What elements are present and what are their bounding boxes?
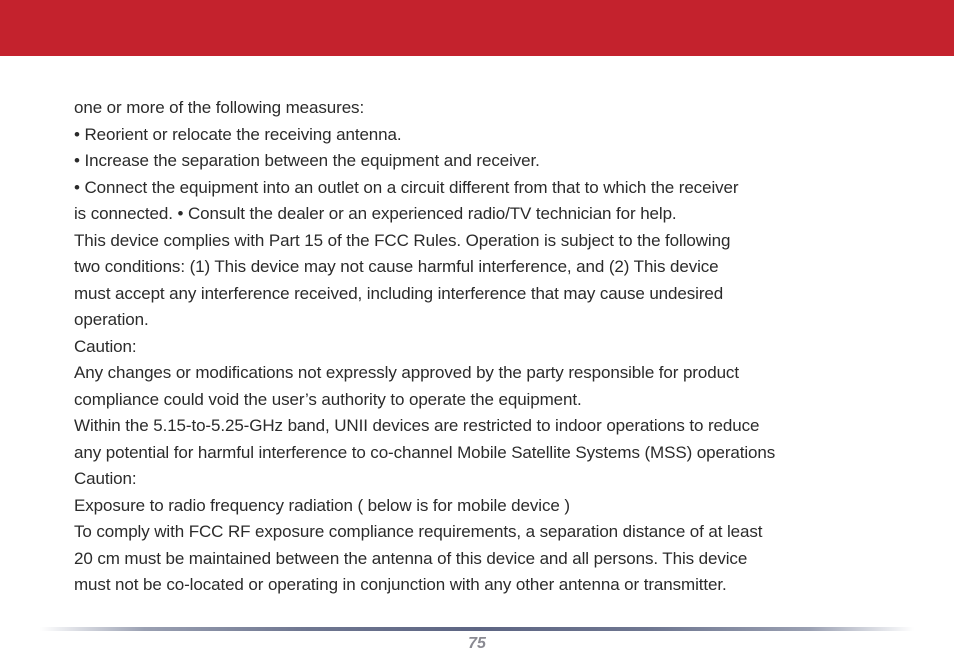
- page-number: 75: [468, 635, 486, 652]
- text-line: operation.: [74, 310, 149, 329]
- text-line: To comply with FCC RF exposure compliance requirements, a separation distance of at least: [74, 522, 763, 541]
- header-bar: [0, 0, 954, 56]
- text-line: is connected. • Consult the dealer or an experienced radio/TV technician for help.: [74, 204, 677, 223]
- text-line: must not be co-located or operating in conjunction with any other antenna or transmitter.: [74, 575, 727, 594]
- body-text: [74, 95, 874, 599]
- text-line: compliance could void the user’s authority to operate the equipment.: [74, 389, 582, 409]
- text-line: Exposure to radio frequency radiation ( below is for mobile device ): [74, 495, 570, 515]
- text-line: • Increase the separation between the equipment and receiver.: [74, 151, 540, 170]
- text-line: Within the 5.15-to-5.25-GHz band, UNII devices are restricted to indoor operations to reduce: [74, 416, 760, 435]
- text-line: must accept any interference received, including interference that may cause undesired: [74, 283, 724, 303]
- caution-heading: Caution:: [74, 336, 137, 356]
- caution-heading: Caution:: [74, 469, 137, 488]
- text-line: two conditions: (1) This device may not cause harmful interference, and (2) This device: [74, 257, 719, 276]
- text-line: any potential for harmful interference to co-channel Mobile Satellite Systems (MSS) operations: [74, 442, 776, 462]
- text-line: 20 cm must be maintained between the antenna of this device and all persons. This device: [74, 548, 748, 568]
- footer-divider: [40, 627, 914, 631]
- text-line: • Reorient or relocate the receiving antenna.: [74, 124, 402, 144]
- text-line: one or more of the following measures:: [74, 98, 365, 117]
- text-line: • Connect the equipment into an outlet on a circuit different from that to which the receiver: [74, 177, 739, 197]
- text-line: Any changes or modifications not expressly approved by the party responsible for product: [74, 363, 739, 382]
- text-line: This device complies with Part 15 of the FCC Rules. Operation is subject to the following: [74, 230, 731, 250]
